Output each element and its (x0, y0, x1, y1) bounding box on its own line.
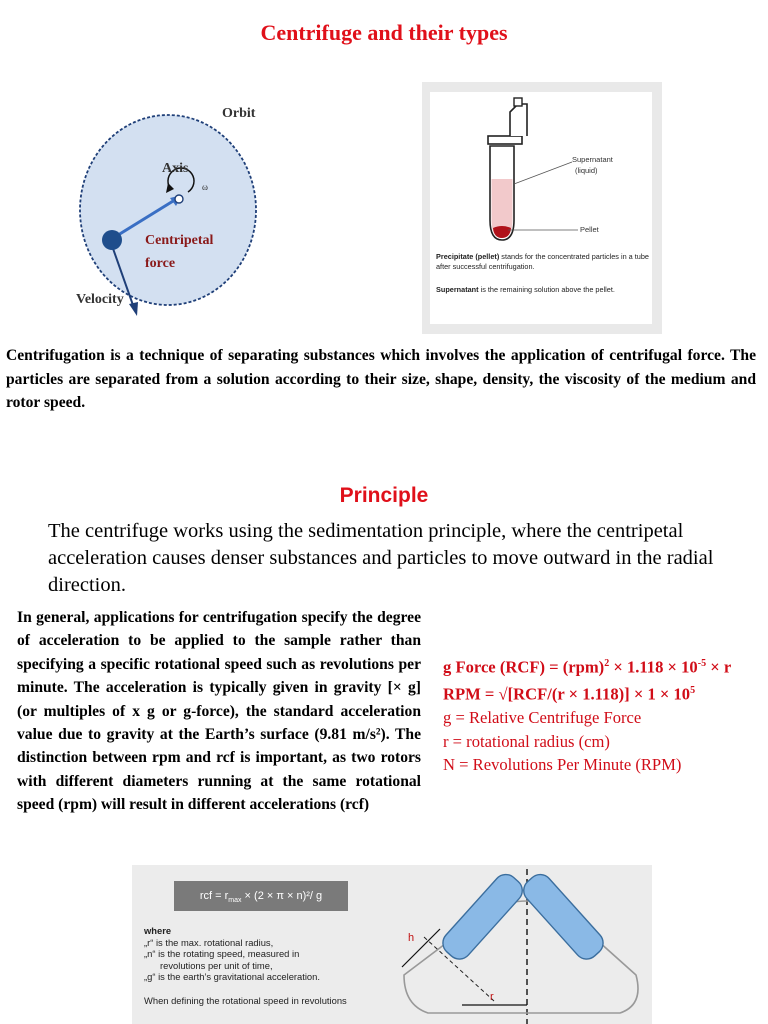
left-tube (438, 870, 527, 964)
r-definition: r = rotational radius (cm) (443, 731, 610, 751)
h-label: h (408, 932, 415, 944)
force-label: force (145, 256, 176, 271)
rotor-body (404, 901, 638, 1013)
g-definition: g = Relative Centrifuge Force (443, 708, 642, 728)
rpm-formula: RPM = $√[RCF/(r \times 1.118)] \times 1 \times 10^5$ (443, 684, 696, 704)
rcf-figure (132, 865, 652, 1024)
pellet-caption: Precipitate (pellet) stands for the concentrated particles in a tube after successful centrifugation. (436, 252, 649, 271)
orbit-disc (80, 115, 256, 305)
liquid-label: (liquid) (575, 166, 598, 175)
tube-cap-icon (488, 98, 527, 144)
axis-label: Axis (162, 161, 189, 176)
principle-body: The centrifuge works using the sedimentation principle, where the centripetal acceleration causes denser substances and particles to move outward in the radial direction. (48, 520, 714, 596)
general-paragraph: In general, applications for centrifugation specify the degree of acceleration to be applied to the sample rather than specifying a specific rotational speed such as revolutions per minute. The acceleration is typically given in gravity [× g] (or multiples of x g or g-force), the standard acceleration value due to gravity at the Earth’s surface (9.81 m/s²). The distinction between rpm and rcf is important, as two rotors with different diameters running at the same rotational speed (rpm) will result in different accelerations (rcf) (17, 609, 421, 814)
right-tube (519, 870, 608, 964)
rcf-where-text: where „r“ is the max. rotational radius, „n“ is the rotating speed, measured in revolutions per unit of time, „g“ is the earth’s gravitational acceleration. When defining the rotational speed in revolutions (144, 925, 347, 1006)
rotor-diagram (394, 865, 652, 1024)
orbiting-ball (102, 230, 122, 250)
page-title: Centrifuge and their types (260, 20, 508, 45)
n-definition: N = Revolutions Per Minute (RPM) (443, 755, 682, 775)
centripetal-label: Centripetal (145, 233, 214, 248)
axis-point (175, 195, 183, 203)
orbit-label: Orbit (222, 106, 256, 121)
gforce-formula: g Force $(RCF) = (rpm)^2 \times 1.118 \times 10^{-5} \times r$ (443, 657, 732, 677)
formula-block (443, 652, 753, 777)
pellet-label: Pellet (580, 225, 599, 234)
rcf-formula-box: rcf = $r_{max} \times (2 \times \pi \times n)^2/$ g (174, 881, 348, 911)
intro-paragraph: Centrifugation is a technique of separating substances which involves the application of centrifugal force. The particles are separated from a solution according to their size, shape, density, the viscosity of the medium and rotor speed. (6, 347, 756, 411)
velocity-label: Velocity (76, 292, 124, 307)
omega-label: ω (202, 182, 208, 192)
supernatant-label: Supernatant (572, 155, 613, 164)
supernatant-caption: Supernatant is the remaining solution above the pellet. (436, 285, 615, 294)
orbit-figure (70, 90, 280, 320)
r-label: r (490, 991, 494, 1003)
tube-figure (422, 82, 662, 334)
principle-heading: Principle (339, 484, 429, 507)
